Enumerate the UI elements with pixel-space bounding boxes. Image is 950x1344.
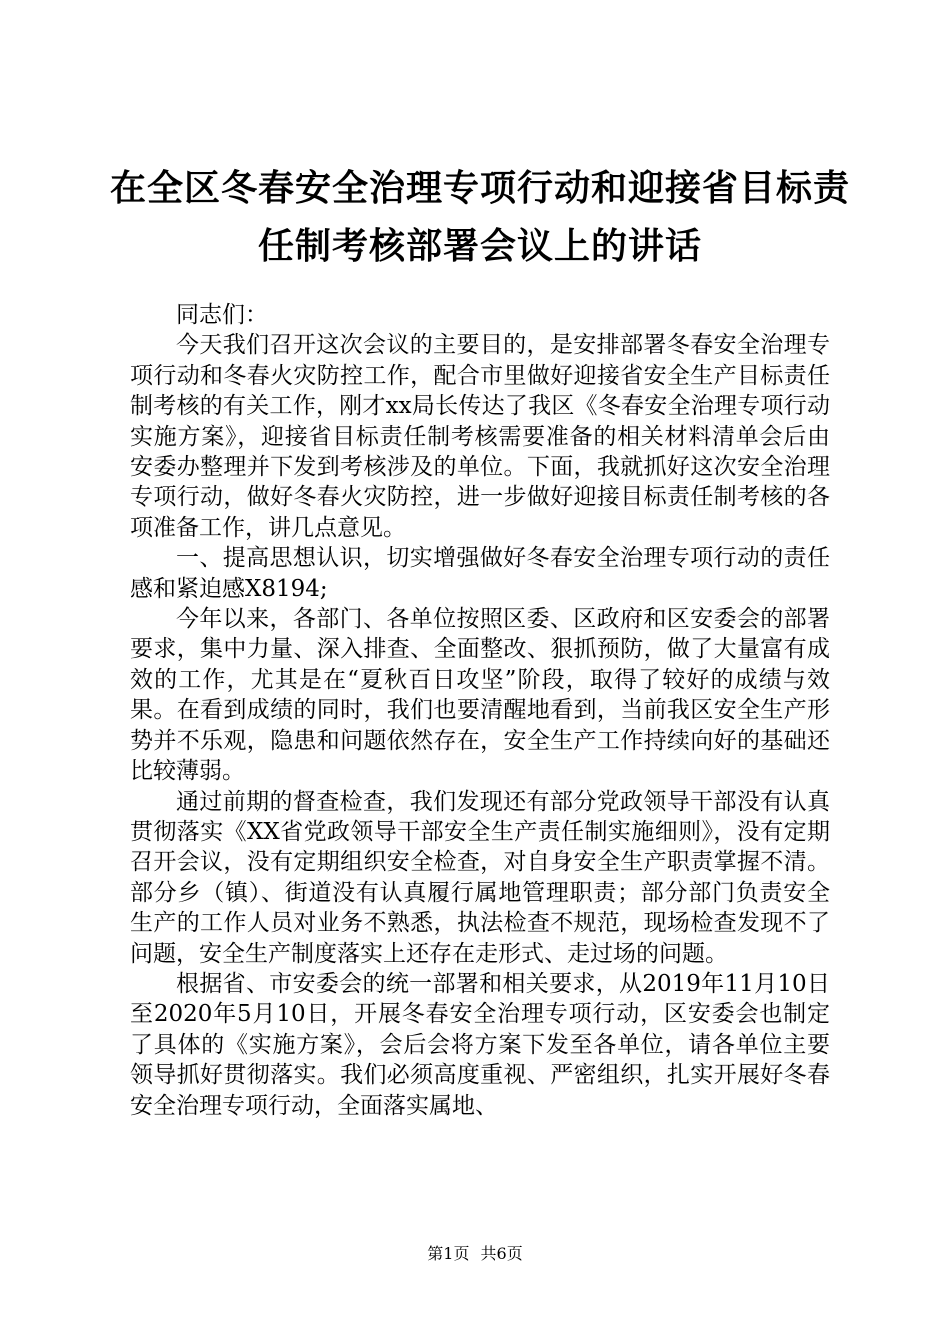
document-title xyxy=(110,160,850,276)
paragraph-3: 通过前期的督查检查，我们发现还有部分党政领导干部没有认真贯彻落实《XX省党政领导干部安全生产责任制实施细则》，没有定期召开会议，没有定期组织安全检查，对自身安全生产职责掌握不清。部分乡（镇）、街道没有认真履行属地管理职责；部分部门负责安全生产的工作人员对业务不熟悉，执法检查不规范，现场检查发现不了问题，安全生产制度落实上还存在走形式、走过场的问题。 xyxy=(130,788,830,967)
salutation: 同志们： xyxy=(176,302,268,328)
paragraph-1: 今天我们召开这次会议的主要目的，是安排部署冬春安全治理专项行动和冬春火灾防控工作，配合市里做好迎接省安全生产目标责任制考核的有关工作，刚才xx局长传达了我区《冬春安全治理专项行动实施方案》，迎接省目标责任制考核需要准备的相关材料清单会后由安委办整理并下发到考核涉及的单位。下面，我就抓好这次安全治理专项行动，做好冬春火灾防控，进一步做好迎接目标责任制考核的各项准备工作，讲几点意见。 xyxy=(130,332,830,541)
page-footer xyxy=(0,1244,950,1264)
paragraph-2: 今年以来，各部门、各单位按照区委、区政府和区安委会的部署要求，集中力量、深入排查、全面整改、狠抓预防，做了大量富有成效的工作，尤其是在“夏秋百日攻坚”阶段，取得了较好的成绩与效果。在看到成绩的同时，我们也要清醒地看到，当前我区安全生产形势并不乐观，隐患和问题依然存在，安全生产工作持续向好的基础还比较薄弱。 xyxy=(130,606,830,785)
section-heading-1: 一、提高思想认识，切实增强做好冬春安全治理专项行动的责任感和紧迫感X8194; xyxy=(130,545,830,602)
page-total: 共6页 xyxy=(480,1244,523,1263)
page-number: 第1页 xyxy=(427,1244,470,1263)
title-line-2: 任制考核部署会议上的讲话 xyxy=(257,226,702,267)
title-line-1: 在全区冬春安全治理专项行动和迎接省目标责 xyxy=(110,168,851,209)
document-body xyxy=(130,300,830,1121)
paragraph-4: 根据省、市安委会的统一部署和相关要求，从2019年11月10日至2020年5月10日，开展冬春安全治理专项行动，区安委会也制定了具体的《实施方案》，会后会将方案下发至各单位，请各单位主要领导抓好贯彻落实。我们必须高度重视、严密组织，扎实开展好冬春安全治理专项行动，全面落实属地、 xyxy=(130,970,830,1119)
